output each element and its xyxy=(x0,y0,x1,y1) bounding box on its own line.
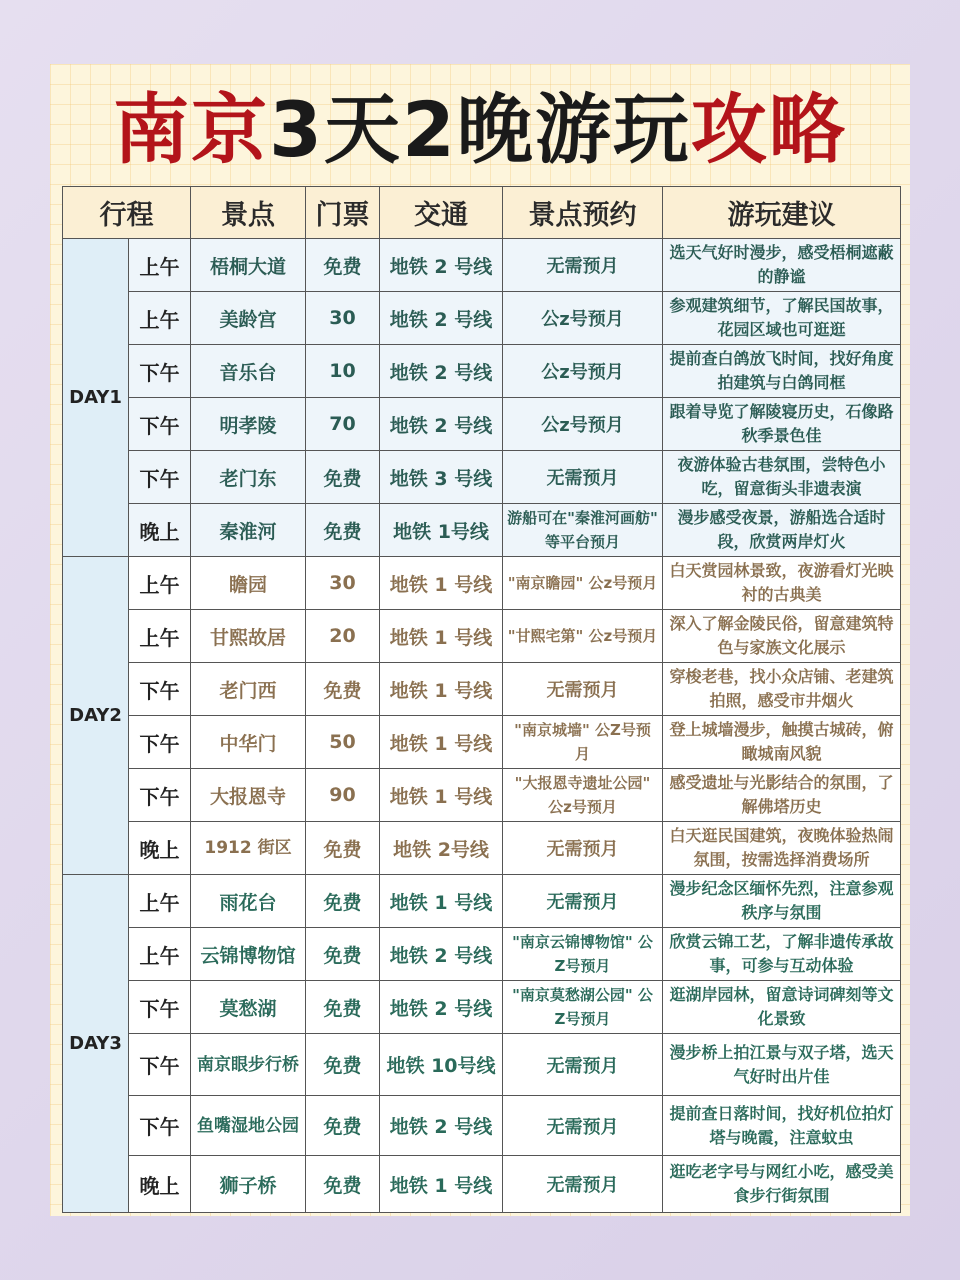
suggestion-cell: 参观建筑细节，了解民国故事，花园区域也可逛逛 xyxy=(663,292,901,345)
ticket-cell: 免费 xyxy=(306,1034,380,1096)
reservation-cell: 无需预月 xyxy=(503,451,663,504)
ticket-cell: 免费 xyxy=(306,928,380,981)
ticket-cell: 免费 xyxy=(306,1096,380,1156)
suggestion-cell: 提前查白鸽放飞时间，找好角度拍建筑与白鸽同框 xyxy=(663,345,901,398)
reservation-cell: 公z号预月 xyxy=(503,292,663,345)
ticket-cell: 90 xyxy=(306,769,380,822)
time-cell: 下午 xyxy=(129,1034,191,1096)
table-row xyxy=(63,504,901,557)
transport-cell: 地铁 10号线 xyxy=(380,1034,503,1096)
ticket-cell: 10 xyxy=(306,345,380,398)
reservation-cell: 无需预月 xyxy=(503,875,663,928)
reservation-cell: "甘熙宅第" 公z号预月 xyxy=(503,610,663,663)
suggestion-cell: 穿梭老巷，找小众店铺、老建筑拍照，感受市井烟火 xyxy=(663,663,901,716)
header-spot: 景点 xyxy=(191,187,306,239)
transport-cell: 地铁 3 号线 xyxy=(380,451,503,504)
transport-cell: 地铁 2 号线 xyxy=(380,292,503,345)
ticket-cell: 免费 xyxy=(306,981,380,1034)
header-schedule: 行程 xyxy=(63,187,191,239)
table-row xyxy=(63,398,901,451)
page-title xyxy=(50,72,910,187)
time-cell: 下午 xyxy=(129,1096,191,1156)
table-row xyxy=(63,610,901,663)
time-cell: 上午 xyxy=(129,292,191,345)
ticket-cell: 30 xyxy=(306,292,380,345)
reservation-cell: 无需预月 xyxy=(503,1156,663,1213)
spot-cell: 云锦博物馆 xyxy=(191,928,306,981)
transport-cell: 地铁 1 号线 xyxy=(380,610,503,663)
time-cell: 下午 xyxy=(129,451,191,504)
itinerary-table xyxy=(62,186,901,1213)
table-row xyxy=(63,875,901,928)
table-row xyxy=(63,1096,901,1156)
reservation-cell: "南京莫愁湖公园" 公Z号预月 xyxy=(503,981,663,1034)
table-row xyxy=(63,716,901,769)
ticket-cell: 30 xyxy=(306,557,380,610)
time-cell: 下午 xyxy=(129,981,191,1034)
suggestion-cell: 登上城墙漫步，触摸古城砖，俯瞰城南风貌 xyxy=(663,716,901,769)
spot-cell: 莫愁湖 xyxy=(191,981,306,1034)
suggestion-cell: 漫步纪念区缅怀先烈，注意参观秩序与氛围 xyxy=(663,875,901,928)
table-row xyxy=(63,451,901,504)
day-label: DAY2 xyxy=(63,557,129,875)
ticket-cell: 20 xyxy=(306,610,380,663)
ticket-cell: 免费 xyxy=(306,875,380,928)
spot-cell: 明孝陵 xyxy=(191,398,306,451)
table-row xyxy=(63,769,901,822)
title-duration: 3天2晚游玩 xyxy=(269,85,691,174)
suggestion-cell: 夜游体验古巷氛围，尝特色小吃，留意街头非遗表演 xyxy=(663,451,901,504)
ticket-cell: 免费 xyxy=(306,822,380,875)
spot-cell: 瞻园 xyxy=(191,557,306,610)
spot-cell: 雨花台 xyxy=(191,875,306,928)
time-cell: 下午 xyxy=(129,345,191,398)
transport-cell: 地铁 1 号线 xyxy=(380,557,503,610)
spot-cell: 秦淮河 xyxy=(191,504,306,557)
transport-cell: 地铁 2 号线 xyxy=(380,239,503,292)
ticket-cell: 免费 xyxy=(306,451,380,504)
transport-cell: 地铁 2号线 xyxy=(380,822,503,875)
transport-cell: 地铁 2 号线 xyxy=(380,928,503,981)
ticket-cell: 50 xyxy=(306,716,380,769)
table-row xyxy=(63,1034,901,1096)
spot-cell: 老门东 xyxy=(191,451,306,504)
transport-cell: 地铁 1 号线 xyxy=(380,875,503,928)
spot-cell: 老门西 xyxy=(191,663,306,716)
spot-cell: 美龄宫 xyxy=(191,292,306,345)
time-cell: 上午 xyxy=(129,557,191,610)
spot-cell: 中华门 xyxy=(191,716,306,769)
spot-cell: 梧桐大道 xyxy=(191,239,306,292)
table-row xyxy=(63,292,901,345)
transport-cell: 地铁 2 号线 xyxy=(380,1096,503,1156)
time-cell: 下午 xyxy=(129,663,191,716)
table-header-row xyxy=(63,187,901,239)
suggestion-cell: 漫步感受夜景，游船选合适时段，欣赏两岸灯火 xyxy=(663,504,901,557)
reservation-cell: 公z号预月 xyxy=(503,345,663,398)
time-cell: 上午 xyxy=(129,239,191,292)
transport-cell: 地铁 1号线 xyxy=(380,504,503,557)
ticket-cell: 免费 xyxy=(306,663,380,716)
suggestion-cell: 选天气好时漫步，感受梧桐遮蔽的静谧 xyxy=(663,239,901,292)
reservation-cell: "大报恩寺遗址公园" 公z号预月 xyxy=(503,769,663,822)
transport-cell: 地铁 1 号线 xyxy=(380,1156,503,1213)
reservation-cell: 无需预月 xyxy=(503,822,663,875)
reservation-cell: "南京瞻园" 公z号预月 xyxy=(503,557,663,610)
header-suggestion: 游玩建议 xyxy=(663,187,901,239)
title-guide: 攻略 xyxy=(690,85,847,174)
suggestion-cell: 欣赏云锦工艺，了解非遗传承故事，可参与互动体验 xyxy=(663,928,901,981)
table-row xyxy=(63,981,901,1034)
reservation-cell: 无需预月 xyxy=(503,663,663,716)
time-cell: 下午 xyxy=(129,769,191,822)
spot-cell: 甘熙故居 xyxy=(191,610,306,663)
suggestion-cell: 逛湖岸园林，留意诗词碑刻等文化景致 xyxy=(663,981,901,1034)
header-reservation: 景点预约 xyxy=(503,187,663,239)
spot-cell: 音乐台 xyxy=(191,345,306,398)
title-city: 南京 xyxy=(113,85,270,174)
suggestion-cell: 逛吃老字号与网红小吃，感受美食步行街氛围 xyxy=(663,1156,901,1213)
ticket-cell: 免费 xyxy=(306,504,380,557)
transport-cell: 地铁 1 号线 xyxy=(380,769,503,822)
spot-cell: 鱼嘴湿地公园 xyxy=(191,1096,306,1156)
spot-cell: 大报恩寺 xyxy=(191,769,306,822)
table-row xyxy=(63,239,901,292)
table-row xyxy=(63,345,901,398)
time-cell: 晚上 xyxy=(129,1156,191,1213)
suggestion-cell: 感受遗址与光影结合的氛围，了解佛塔历史 xyxy=(663,769,901,822)
time-cell: 晚上 xyxy=(129,822,191,875)
header-transport: 交通 xyxy=(380,187,503,239)
time-cell: 上午 xyxy=(129,875,191,928)
transport-cell: 地铁 1 号线 xyxy=(380,663,503,716)
suggestion-cell: 深入了解金陵民俗，留意建筑特色与家族文化展示 xyxy=(663,610,901,663)
transport-cell: 地铁 1 号线 xyxy=(380,716,503,769)
reservation-cell: 无需预月 xyxy=(503,1096,663,1156)
spot-cell: 南京眼步行桥 xyxy=(191,1034,306,1096)
reservation-cell: 无需预月 xyxy=(503,1034,663,1096)
time-cell: 下午 xyxy=(129,398,191,451)
itinerary-card xyxy=(50,64,910,1216)
transport-cell: 地铁 2 号线 xyxy=(380,345,503,398)
reservation-cell: 公z号预月 xyxy=(503,398,663,451)
suggestion-cell: 提前查日落时间，找好机位拍灯塔与晚霞，注意蚊虫 xyxy=(663,1096,901,1156)
time-cell: 上午 xyxy=(129,610,191,663)
day-label: DAY3 xyxy=(63,875,129,1213)
reservation-cell: "南京城墙" 公Z号预月 xyxy=(503,716,663,769)
ticket-cell: 70 xyxy=(306,398,380,451)
table-row xyxy=(63,928,901,981)
suggestion-cell: 漫步桥上拍江景与双子塔，选天气好时出片佳 xyxy=(663,1034,901,1096)
table-row xyxy=(63,557,901,610)
suggestion-cell: 白天逛民国建筑，夜晚体验热闹氛围，按需选择消费场所 xyxy=(663,822,901,875)
time-cell: 晚上 xyxy=(129,504,191,557)
time-cell: 上午 xyxy=(129,928,191,981)
spot-cell: 1912 街区 xyxy=(191,822,306,875)
table-row xyxy=(63,822,901,875)
day-label: DAY1 xyxy=(63,239,129,557)
transport-cell: 地铁 2 号线 xyxy=(380,398,503,451)
header-ticket: 门票 xyxy=(306,187,380,239)
table-row xyxy=(63,1156,901,1213)
transport-cell: 地铁 2 号线 xyxy=(380,981,503,1034)
reservation-cell: "南京云锦博物馆" 公Z号预月 xyxy=(503,928,663,981)
table-row xyxy=(63,663,901,716)
time-cell: 下午 xyxy=(129,716,191,769)
suggestion-cell: 白天赏园林景致，夜游看灯光映衬的古典美 xyxy=(663,557,901,610)
reservation-cell: 无需预月 xyxy=(503,239,663,292)
ticket-cell: 免费 xyxy=(306,1156,380,1213)
suggestion-cell: 跟着导览了解陵寝历史，石像路秋季景色佳 xyxy=(663,398,901,451)
reservation-cell: 游船可在"秦淮河画舫" 等平台预月 xyxy=(503,504,663,557)
ticket-cell: 免费 xyxy=(306,239,380,292)
spot-cell: 狮子桥 xyxy=(191,1156,306,1213)
